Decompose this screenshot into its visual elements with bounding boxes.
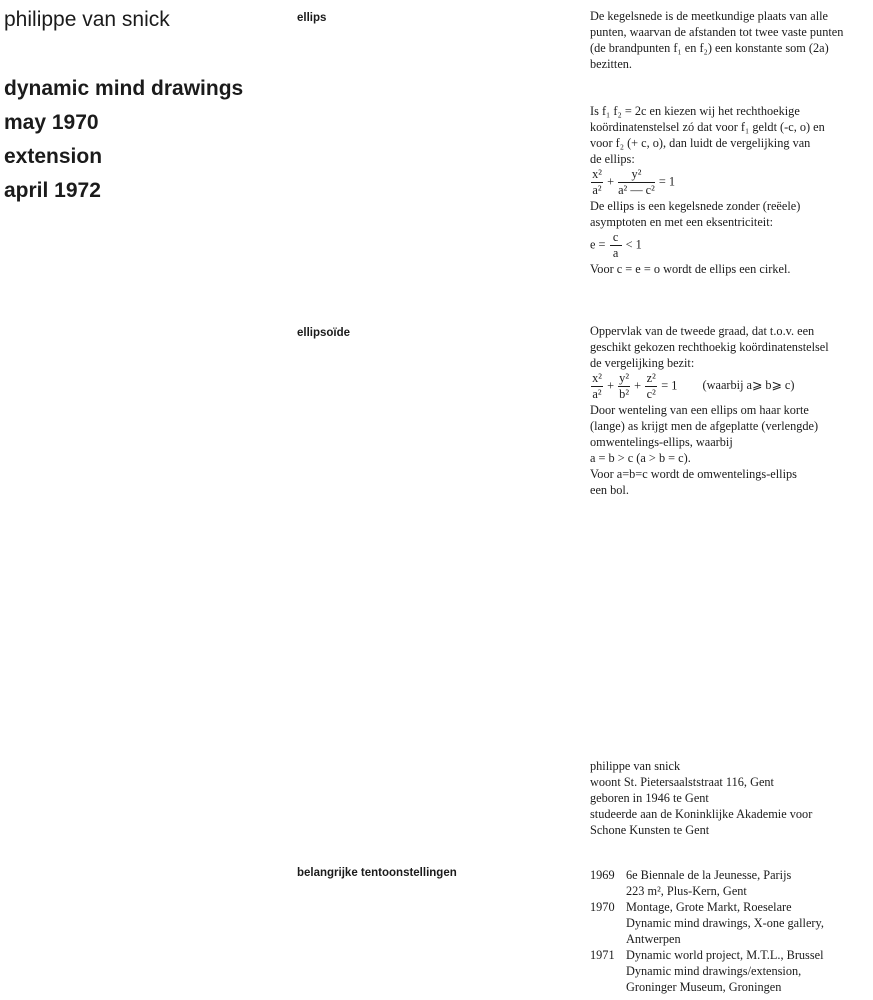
exhibition-entry bbox=[590, 899, 865, 947]
section-label-ellips: ellips bbox=[297, 12, 327, 24]
author-name: philippe van snick bbox=[4, 8, 170, 31]
exhibition-items bbox=[626, 947, 865, 995]
ellips-paragraph-1 bbox=[590, 8, 865, 72]
section-label-exhibitions: belangrijke tentoonstellingen bbox=[297, 867, 457, 879]
exhibition-entry bbox=[590, 947, 865, 995]
denominator: c² bbox=[646, 387, 656, 401]
plus-sign: + bbox=[607, 378, 615, 393]
bio-line: philippe van snick bbox=[590, 759, 681, 773]
text-line: De kegelsnede is de meetkundige plaats van alle bbox=[590, 9, 828, 23]
text-line: (de brandpunten f₁ en f₂) een konstante som (2a) bbox=[590, 41, 829, 55]
numerator: y² bbox=[631, 167, 642, 181]
exhibition-items bbox=[626, 867, 865, 899]
exhibition-item: Dynamic world project, M.T.L., Brussel bbox=[626, 948, 824, 962]
equation-condition: (waarbij a⩾ b⩾ c) bbox=[702, 378, 795, 393]
numerator: x² bbox=[592, 371, 602, 385]
fraction bbox=[610, 231, 622, 260]
fraction bbox=[591, 168, 603, 197]
text-line: Voor a=b=c wordt de omwentelings-ellips bbox=[590, 467, 797, 481]
equals-one: = 1 bbox=[661, 378, 678, 393]
title-line: dynamic mind drawings bbox=[4, 77, 244, 100]
text-line: omwentelings-ellips, waarbij bbox=[590, 435, 733, 449]
text-line: punten, waarvan de afstanden tot twee vaste punten bbox=[590, 25, 844, 39]
ellips-paragraph-4 bbox=[590, 261, 865, 277]
exhibition-item: Dynamic mind drawings, X-one gallery, bbox=[626, 916, 824, 930]
text-line: koördinatenstelsel zó dat voor f₁ geldt (-c, o) en bbox=[590, 120, 825, 134]
text-line: de vergelijking bezit: bbox=[590, 356, 695, 370]
text-line: asymptoten en met een eksentriciteit: bbox=[590, 215, 774, 229]
exhibition-item: 223 m², Plus-Kern, Gent bbox=[626, 884, 747, 898]
exhibition-item: Groninger Museum, Groningen bbox=[626, 980, 782, 994]
plus-sign: + bbox=[634, 378, 642, 393]
fraction bbox=[618, 372, 630, 401]
ellipsoide-paragraph-1 bbox=[590, 323, 865, 371]
text-line: (lange) as krijgt men de afgeplatte (verlengde) bbox=[590, 419, 819, 433]
fraction bbox=[618, 168, 655, 197]
bio-line: Schone Kunsten te Gent bbox=[590, 823, 710, 837]
text-line: geschikt gekozen rechthoekig koördinatenstelsel bbox=[590, 340, 829, 354]
bio-text bbox=[590, 758, 865, 838]
denominator: a² bbox=[592, 183, 602, 197]
title-line: may 1970 bbox=[4, 111, 99, 134]
denominator: a² — c² bbox=[618, 183, 655, 197]
exhibition-item: Montage, Grote Markt, Roeselare bbox=[626, 900, 792, 914]
text-line: Voor c = e = o wordt de ellips een cirkel. bbox=[590, 262, 791, 276]
denominator: a bbox=[612, 246, 619, 260]
exhibition-year: 1969 bbox=[590, 868, 615, 882]
exhibition-item: Antwerpen bbox=[626, 932, 681, 946]
ellips-equation bbox=[590, 168, 865, 197]
bio-line: geboren in 1946 te Gent bbox=[590, 791, 709, 805]
fraction bbox=[591, 372, 603, 401]
fraction bbox=[645, 372, 657, 401]
ellipsoide-equation bbox=[590, 372, 865, 401]
bio-line: woont St. Pietersaalststraat 116, Gent bbox=[590, 775, 774, 789]
plus-sign: + bbox=[607, 174, 615, 189]
numerator: z² bbox=[646, 371, 656, 385]
numerator: y² bbox=[619, 371, 630, 385]
exhibition-item: 6e Biennale de la Jeunesse, Parijs bbox=[626, 868, 792, 882]
title-line: extension bbox=[4, 145, 103, 168]
ellipsoide-text bbox=[590, 323, 865, 498]
title-lines bbox=[4, 72, 274, 208]
eccentricity-equation bbox=[590, 231, 865, 260]
text-line: De ellips is een kegelsnede zonder (reëele) bbox=[590, 199, 801, 213]
exhibition-items bbox=[626, 899, 865, 947]
eccentricity-rhs: < 1 bbox=[625, 237, 642, 252]
denominator: a² bbox=[592, 387, 602, 401]
ellipsoide-paragraph-2 bbox=[590, 402, 865, 498]
ellips-paragraph-3 bbox=[590, 198, 865, 230]
title-line: april 1972 bbox=[4, 179, 101, 202]
numerator: c bbox=[612, 230, 619, 244]
exhibition-entry bbox=[590, 867, 865, 899]
text-line: Oppervlak van de tweede graad, dat t.o.v. een bbox=[590, 324, 815, 338]
text-line: Door wenteling van een ellips om haar korte bbox=[590, 403, 809, 417]
text-line: een bol. bbox=[590, 483, 629, 497]
ellips-paragraph-2 bbox=[590, 103, 865, 167]
exhibitions-list bbox=[590, 867, 865, 995]
bio-line: studeerde aan de Koninklijke Akademie voor bbox=[590, 807, 813, 821]
text-line: bezitten. bbox=[590, 57, 632, 71]
title-block bbox=[4, 6, 274, 208]
text-line: de ellips: bbox=[590, 152, 635, 166]
section-label-ellipsoide: ellipsoïde bbox=[297, 327, 351, 339]
equals-one: = 1 bbox=[658, 174, 676, 189]
exhibition-item: Dynamic mind drawings/extension, bbox=[626, 964, 802, 978]
text-line: a = b > c (a > b = c). bbox=[590, 451, 691, 465]
text-line: Is f₁ f₂ = 2c en kiezen wij het rechthoekige bbox=[590, 104, 800, 118]
ellips-text bbox=[590, 8, 865, 277]
denominator: b² bbox=[619, 387, 630, 401]
numerator: x² bbox=[592, 167, 602, 181]
eccentricity-lhs: e = bbox=[590, 237, 606, 252]
exhibition-year: 1971 bbox=[590, 948, 615, 962]
exhibition-year: 1970 bbox=[590, 900, 615, 914]
text-line: voor f₂ (+ c, o), dan luidt de vergelijking van bbox=[590, 136, 811, 150]
